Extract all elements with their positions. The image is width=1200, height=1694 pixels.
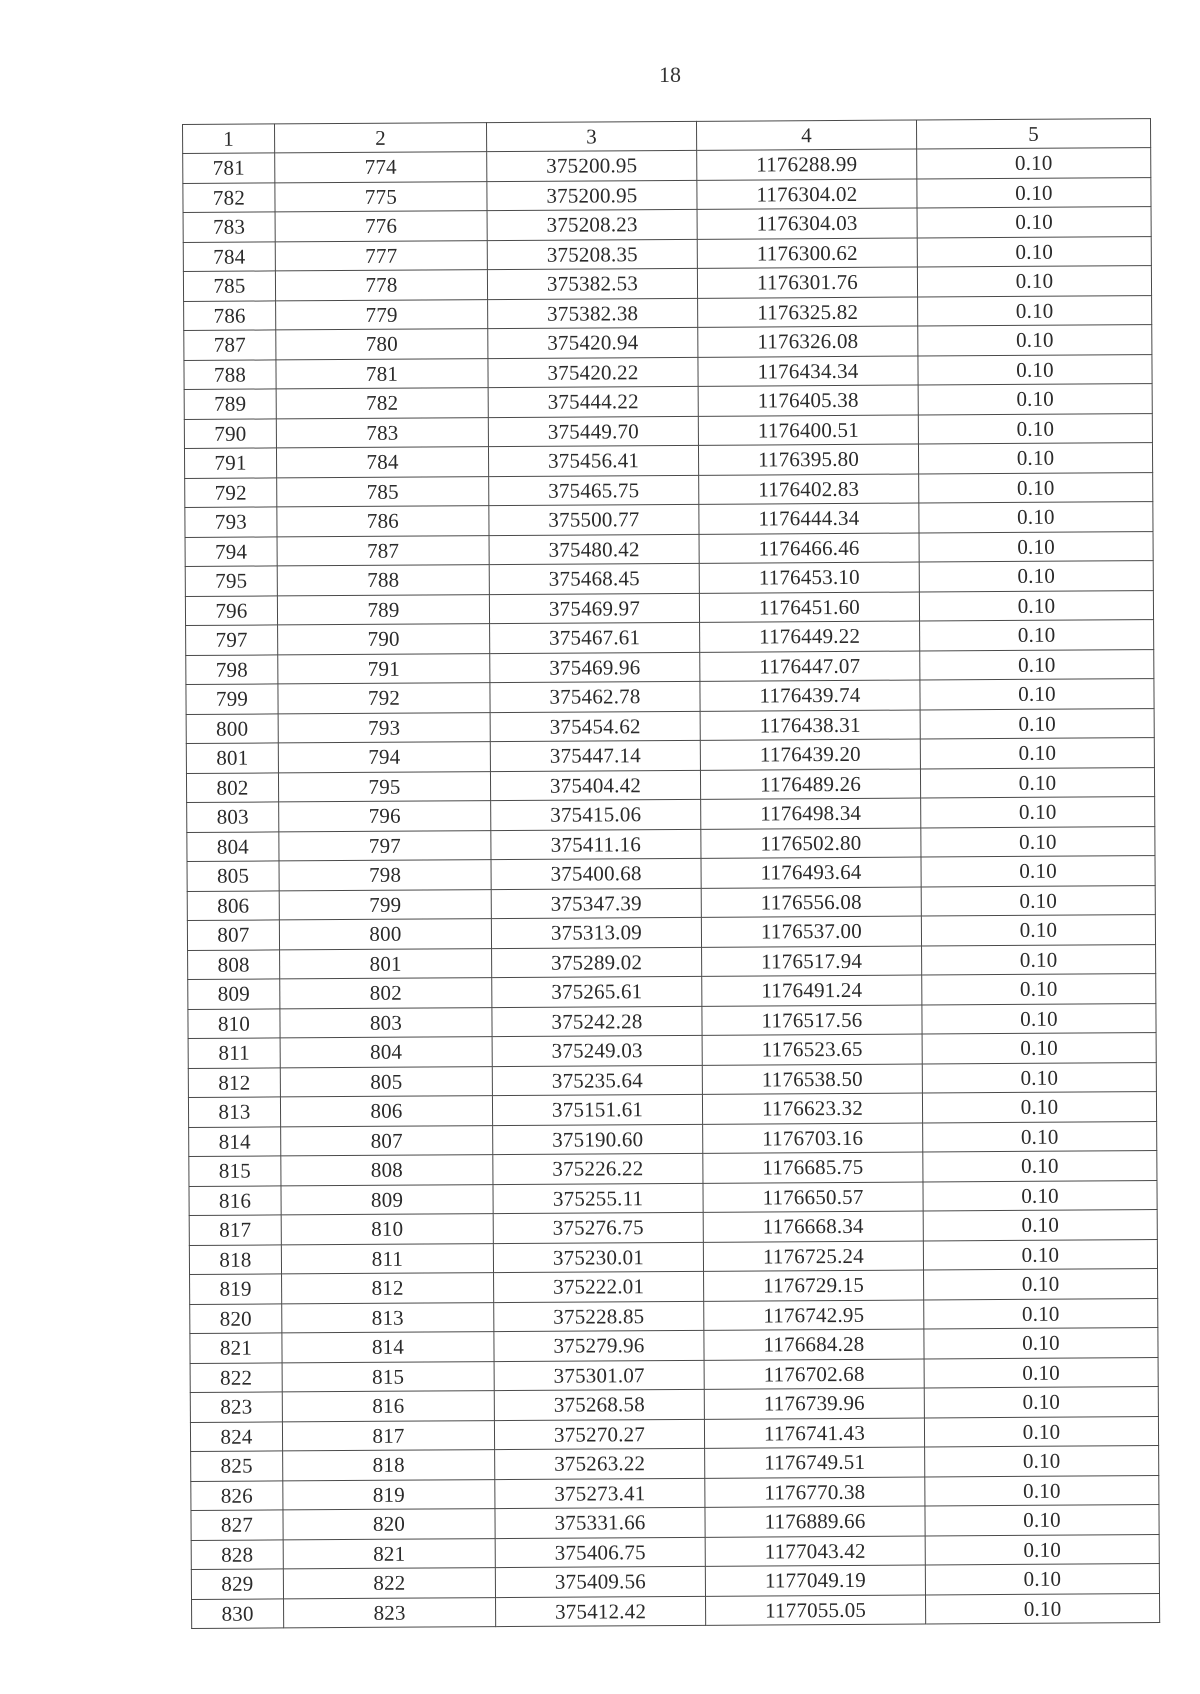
- x-coordinate-cell: 375444.22: [488, 386, 698, 417]
- x-coordinate-cell: 375462.78: [490, 681, 700, 712]
- point-number-cell: 783: [276, 417, 488, 448]
- point-number-cell: 800: [279, 919, 491, 950]
- x-coordinate-cell: 375447.14: [490, 740, 700, 771]
- y-coordinate-cell: 1176741.43: [704, 1417, 924, 1448]
- x-coordinate-cell: 375263.22: [495, 1448, 705, 1479]
- x-coordinate-cell: 375412.42: [496, 1596, 706, 1627]
- column-header-1: 1: [183, 124, 275, 154]
- accuracy-cell: 0.10: [923, 1121, 1157, 1152]
- x-coordinate-cell: 375268.58: [494, 1389, 704, 1420]
- point-number-cell: 814: [282, 1332, 494, 1363]
- x-coordinate-cell: 375480.42: [489, 534, 699, 565]
- point-number-cell: 810: [281, 1214, 493, 1245]
- accuracy-cell: 0.10: [920, 649, 1154, 680]
- point-number-cell: 799: [279, 889, 491, 920]
- y-coordinate-cell: 1177043.42: [705, 1535, 925, 1566]
- x-coordinate-cell: 375500.77: [489, 504, 699, 535]
- accuracy-cell: 0.10: [922, 1092, 1156, 1123]
- point-number-cell: 807: [281, 1125, 493, 1156]
- row-number-cell: 808: [188, 949, 280, 979]
- row-number-cell: 814: [189, 1126, 281, 1156]
- x-coordinate-cell: 375208.23: [487, 209, 697, 240]
- accuracy-cell: 0.10: [917, 236, 1151, 267]
- y-coordinate-cell: 1176438.31: [700, 710, 920, 741]
- point-number-cell: 806: [280, 1096, 492, 1127]
- x-coordinate-cell: 375400.68: [491, 858, 701, 889]
- accuracy-cell: 0.10: [917, 266, 1151, 297]
- y-coordinate-cell: 1176453.10: [699, 562, 919, 593]
- accuracy-cell: 0.10: [924, 1357, 1158, 1388]
- row-number-cell: 810: [188, 1008, 280, 1038]
- point-number-cell: 811: [281, 1243, 493, 1274]
- accuracy-cell: 0.10: [925, 1505, 1159, 1536]
- y-coordinate-cell: 1176395.80: [698, 444, 918, 475]
- x-coordinate-cell: 375382.53: [487, 268, 697, 299]
- row-number-cell: 803: [187, 802, 279, 832]
- row-number-cell: 782: [183, 182, 275, 212]
- x-coordinate-cell: 375415.06: [491, 799, 701, 830]
- row-number-cell: 800: [186, 713, 278, 743]
- point-number-cell: 812: [282, 1273, 494, 1304]
- row-number-cell: 793: [185, 507, 277, 537]
- x-coordinate-cell: 375406.75: [495, 1537, 705, 1568]
- point-number-cell: 801: [280, 948, 492, 979]
- x-coordinate-cell: 375411.16: [491, 829, 701, 860]
- accuracy-cell: 0.10: [922, 944, 1156, 975]
- y-coordinate-cell: 1176326.08: [698, 326, 918, 357]
- row-number-cell: 799: [186, 684, 278, 714]
- y-coordinate-cell: 1177049.19: [705, 1565, 925, 1596]
- point-number-cell: 821: [283, 1538, 495, 1569]
- accuracy-cell: 0.10: [922, 1033, 1156, 1064]
- row-number-cell: 821: [190, 1333, 282, 1363]
- row-number-cell: 790: [184, 418, 276, 448]
- column-header-4: 4: [696, 120, 916, 150]
- x-coordinate-cell: 375409.56: [495, 1566, 705, 1597]
- row-number-cell: 830: [192, 1598, 284, 1628]
- point-number-cell: 775: [275, 181, 487, 212]
- row-number-cell: 791: [184, 448, 276, 478]
- row-number-cell: 794: [185, 536, 277, 566]
- accuracy-cell: 0.10: [924, 1416, 1158, 1447]
- y-coordinate-cell: 1176300.62: [697, 238, 917, 269]
- accuracy-cell: 0.10: [923, 1151, 1157, 1182]
- row-number-cell: 797: [186, 625, 278, 655]
- x-coordinate-cell: 375465.75: [489, 475, 699, 506]
- accuracy-cell: 0.10: [917, 177, 1151, 208]
- point-number-cell: 786: [277, 506, 489, 537]
- accuracy-cell: 0.10: [925, 1446, 1159, 1477]
- y-coordinate-cell: 1176537.00: [701, 916, 921, 947]
- accuracy-cell: 0.10: [921, 797, 1155, 828]
- point-number-cell: 798: [279, 860, 491, 891]
- point-number-cell: 780: [276, 329, 488, 360]
- accuracy-cell: 0.10: [925, 1534, 1159, 1565]
- table-body: [183, 148, 1160, 1629]
- y-coordinate-cell: 1176447.07: [700, 651, 920, 682]
- accuracy-cell: 0.10: [924, 1387, 1158, 1418]
- y-coordinate-cell: 1176466.46: [699, 533, 919, 564]
- y-coordinate-cell: 1176288.99: [697, 149, 917, 180]
- point-number-cell: 823: [284, 1597, 496, 1628]
- x-coordinate-cell: 375255.11: [493, 1183, 703, 1214]
- y-coordinate-cell: 1176439.20: [700, 739, 920, 770]
- point-number-cell: 819: [283, 1479, 495, 1510]
- point-number-cell: 797: [279, 830, 491, 861]
- point-number-cell: 787: [277, 535, 489, 566]
- row-number-cell: 787: [184, 330, 276, 360]
- point-number-cell: 784: [276, 447, 488, 478]
- x-coordinate-cell: 375228.85: [494, 1301, 704, 1332]
- row-number-cell: 828: [191, 1539, 283, 1569]
- accuracy-cell: 0.10: [919, 472, 1153, 503]
- x-coordinate-cell: 375467.61: [490, 622, 700, 653]
- x-coordinate-cell: 375382.38: [488, 298, 698, 329]
- point-number-cell: 815: [282, 1361, 494, 1392]
- x-coordinate-cell: 375468.45: [489, 563, 699, 594]
- accuracy-cell: 0.10: [922, 1062, 1156, 1093]
- accuracy-cell: 0.10: [920, 620, 1154, 651]
- y-coordinate-cell: 1176685.75: [703, 1152, 923, 1183]
- row-number-cell: 806: [187, 890, 279, 920]
- x-coordinate-cell: 375208.35: [487, 239, 697, 270]
- accuracy-cell: 0.10: [922, 1003, 1156, 1034]
- y-coordinate-cell: 1176749.51: [705, 1447, 925, 1478]
- accuracy-cell: 0.10: [919, 531, 1153, 562]
- page-number: 18: [659, 62, 681, 87]
- point-number-cell: 789: [277, 594, 489, 625]
- accuracy-cell: 0.10: [920, 708, 1154, 739]
- point-number-cell: 805: [280, 1066, 492, 1097]
- accuracy-cell: 0.10: [921, 826, 1155, 857]
- point-number-cell: 777: [275, 240, 487, 271]
- y-coordinate-cell: 1176703.16: [703, 1122, 923, 1153]
- point-number-cell: 818: [283, 1450, 495, 1481]
- x-coordinate-cell: 375200.95: [487, 180, 697, 211]
- y-coordinate-cell: 1176439.74: [700, 680, 920, 711]
- y-coordinate-cell: 1176538.50: [702, 1063, 922, 1094]
- y-coordinate-cell: 1176742.95: [704, 1299, 924, 1330]
- x-coordinate-cell: 375289.02: [492, 947, 702, 978]
- x-coordinate-cell: 375226.22: [493, 1153, 703, 1184]
- accuracy-cell: 0.10: [925, 1475, 1159, 1506]
- accuracy-cell: 0.10: [917, 148, 1151, 179]
- row-number-cell: 798: [186, 654, 278, 684]
- row-number-cell: 805: [187, 861, 279, 891]
- y-coordinate-cell: 1176889.66: [705, 1506, 925, 1537]
- point-number-cell: 779: [276, 299, 488, 330]
- accuracy-cell: 0.10: [923, 1180, 1157, 1211]
- point-number-cell: 790: [278, 624, 490, 655]
- row-number-cell: 807: [187, 920, 279, 950]
- row-number-cell: 789: [184, 389, 276, 419]
- x-coordinate-cell: 375265.61: [492, 976, 702, 1007]
- point-number-cell: 817: [282, 1420, 494, 1451]
- point-number-cell: 776: [275, 211, 487, 242]
- x-coordinate-cell: 375313.09: [491, 917, 701, 948]
- accuracy-cell: 0.10: [925, 1593, 1159, 1624]
- x-coordinate-cell: 375235.64: [492, 1065, 702, 1096]
- coordinates-table: [182, 118, 1160, 1629]
- accuracy-cell: 0.10: [920, 738, 1154, 769]
- row-number-cell: 802: [186, 772, 278, 802]
- accuracy-cell: 0.10: [918, 354, 1152, 385]
- x-coordinate-cell: 375276.75: [493, 1212, 703, 1243]
- accuracy-cell: 0.10: [923, 1210, 1157, 1241]
- accuracy-cell: 0.10: [923, 1239, 1157, 1270]
- x-coordinate-cell: 375270.27: [494, 1419, 704, 1450]
- accuracy-cell: 0.10: [920, 679, 1154, 710]
- accuracy-cell: 0.10: [925, 1564, 1159, 1595]
- row-number-cell: 785: [183, 271, 275, 301]
- y-coordinate-cell: 1176434.34: [698, 356, 918, 387]
- y-coordinate-cell: 1176770.38: [705, 1476, 925, 1507]
- y-coordinate-cell: 1176725.24: [703, 1240, 923, 1271]
- accuracy-cell: 0.10: [918, 443, 1152, 474]
- point-number-cell: 782: [276, 388, 488, 419]
- x-coordinate-cell: 375242.28: [492, 1006, 702, 1037]
- point-number-cell: 791: [278, 653, 490, 684]
- point-number-cell: 802: [280, 978, 492, 1009]
- y-coordinate-cell: 1176301.76: [697, 267, 917, 298]
- point-number-cell: 794: [278, 742, 490, 773]
- row-number-cell: 829: [191, 1569, 283, 1599]
- point-number-cell: 809: [281, 1184, 493, 1215]
- row-number-cell: 819: [190, 1274, 282, 1304]
- x-coordinate-cell: 375420.22: [488, 357, 698, 388]
- row-number-cell: 818: [189, 1244, 281, 1274]
- table-row: [192, 1593, 1160, 1628]
- accuracy-cell: 0.10: [922, 974, 1156, 1005]
- row-number-cell: 820: [190, 1303, 282, 1333]
- point-number-cell: 813: [282, 1302, 494, 1333]
- accuracy-cell: 0.10: [924, 1269, 1158, 1300]
- y-coordinate-cell: 1176556.08: [701, 886, 921, 917]
- y-coordinate-cell: 1176400.51: [698, 415, 918, 446]
- row-number-cell: 816: [189, 1185, 281, 1215]
- accuracy-cell: 0.10: [918, 325, 1152, 356]
- x-coordinate-cell: 375456.41: [488, 445, 698, 476]
- row-number-cell: 824: [190, 1421, 282, 1451]
- row-number-cell: 815: [189, 1156, 281, 1186]
- y-coordinate-cell: 1176729.15: [704, 1270, 924, 1301]
- row-number-cell: 811: [188, 1038, 280, 1068]
- x-coordinate-cell: 375469.97: [489, 593, 699, 624]
- y-coordinate-cell: 1176444.34: [699, 503, 919, 534]
- point-number-cell: 822: [283, 1568, 495, 1599]
- row-number-cell: 822: [190, 1362, 282, 1392]
- x-coordinate-cell: 375347.39: [491, 888, 701, 919]
- row-number-cell: 795: [185, 566, 277, 596]
- row-number-cell: 783: [183, 212, 275, 242]
- x-coordinate-cell: 375404.42: [490, 770, 700, 801]
- point-number-cell: 795: [278, 771, 490, 802]
- y-coordinate-cell: 1176668.34: [703, 1211, 923, 1242]
- x-coordinate-cell: 375200.95: [487, 150, 697, 181]
- row-number-cell: 792: [185, 477, 277, 507]
- point-number-cell: 803: [280, 1007, 492, 1038]
- row-number-cell: 827: [191, 1510, 283, 1540]
- x-coordinate-cell: 375230.01: [493, 1242, 703, 1273]
- y-coordinate-cell: 1176650.57: [703, 1181, 923, 1212]
- y-coordinate-cell: 1176402.83: [699, 474, 919, 505]
- y-coordinate-cell: 1176325.82: [698, 297, 918, 328]
- y-coordinate-cell: 1176491.24: [702, 975, 922, 1006]
- x-coordinate-cell: 375279.96: [494, 1330, 704, 1361]
- y-coordinate-cell: 1176489.26: [700, 769, 920, 800]
- point-number-cell: 781: [276, 358, 488, 389]
- y-coordinate-cell: 1176517.94: [702, 945, 922, 976]
- y-coordinate-cell: 1176623.32: [702, 1093, 922, 1124]
- accuracy-cell: 0.10: [917, 207, 1151, 238]
- y-coordinate-cell: 1176523.65: [702, 1034, 922, 1065]
- y-coordinate-cell: 1176517.56: [702, 1004, 922, 1035]
- point-number-cell: 785: [277, 476, 489, 507]
- y-coordinate-cell: 1176304.02: [697, 179, 917, 210]
- y-coordinate-cell: 1177055.05: [706, 1594, 926, 1625]
- row-number-cell: 796: [185, 595, 277, 625]
- y-coordinate-cell: 1176493.64: [701, 857, 921, 888]
- point-number-cell: 816: [282, 1391, 494, 1422]
- accuracy-cell: 0.10: [924, 1328, 1158, 1359]
- point-number-cell: 774: [275, 152, 487, 183]
- point-number-cell: 804: [280, 1037, 492, 1068]
- accuracy-cell: 0.10: [919, 502, 1153, 533]
- row-number-cell: 786: [184, 300, 276, 330]
- y-coordinate-cell: 1176451.60: [699, 592, 919, 623]
- point-number-cell: 808: [281, 1155, 493, 1186]
- x-coordinate-cell: 375222.01: [494, 1271, 704, 1302]
- column-header-3: 3: [486, 121, 696, 151]
- x-coordinate-cell: 375449.70: [488, 416, 698, 447]
- x-coordinate-cell: 375469.96: [490, 652, 700, 683]
- y-coordinate-cell: 1176684.28: [704, 1329, 924, 1360]
- point-number-cell: 820: [283, 1509, 495, 1540]
- point-number-cell: 778: [275, 270, 487, 301]
- x-coordinate-cell: 375273.41: [495, 1478, 705, 1509]
- row-number-cell: 809: [188, 979, 280, 1009]
- row-number-cell: 826: [191, 1480, 283, 1510]
- accuracy-cell: 0.10: [918, 295, 1152, 326]
- y-coordinate-cell: 1176739.96: [704, 1388, 924, 1419]
- column-header-5: 5: [916, 119, 1150, 149]
- accuracy-cell: 0.10: [919, 590, 1153, 621]
- column-header-2: 2: [275, 123, 487, 153]
- accuracy-cell: 0.10: [921, 885, 1155, 916]
- x-coordinate-cell: 375249.03: [492, 1035, 702, 1066]
- row-number-cell: 804: [187, 831, 279, 861]
- row-number-cell: 817: [189, 1215, 281, 1245]
- row-number-cell: 784: [183, 241, 275, 271]
- row-number-cell: 781: [183, 153, 275, 183]
- y-coordinate-cell: 1176498.34: [701, 798, 921, 829]
- accuracy-cell: 0.10: [919, 561, 1153, 592]
- row-number-cell: 823: [190, 1392, 282, 1422]
- y-coordinate-cell: 1176405.38: [698, 385, 918, 416]
- x-coordinate-cell: 375420.94: [488, 327, 698, 358]
- y-coordinate-cell: 1176702.68: [704, 1358, 924, 1389]
- x-coordinate-cell: 375301.07: [494, 1360, 704, 1391]
- row-number-cell: 788: [184, 359, 276, 389]
- row-number-cell: 812: [188, 1067, 280, 1097]
- row-number-cell: 825: [191, 1451, 283, 1481]
- accuracy-cell: 0.10: [918, 413, 1152, 444]
- accuracy-cell: 0.10: [924, 1298, 1158, 1329]
- y-coordinate-cell: 1176304.03: [697, 208, 917, 239]
- point-number-cell: 788: [277, 565, 489, 596]
- accuracy-cell: 0.10: [921, 856, 1155, 887]
- row-number-cell: 801: [186, 743, 278, 773]
- point-number-cell: 792: [278, 683, 490, 714]
- x-coordinate-cell: 375151.61: [492, 1094, 702, 1125]
- point-number-cell: 796: [279, 801, 491, 832]
- x-coordinate-cell: 375331.66: [495, 1507, 705, 1538]
- accuracy-cell: 0.10: [921, 915, 1155, 946]
- row-number-cell: 813: [188, 1097, 280, 1127]
- x-coordinate-cell: 375190.60: [493, 1124, 703, 1155]
- x-coordinate-cell: 375454.62: [490, 711, 700, 742]
- accuracy-cell: 0.10: [918, 384, 1152, 415]
- accuracy-cell: 0.10: [920, 767, 1154, 798]
- y-coordinate-cell: 1176502.80: [701, 828, 921, 859]
- y-coordinate-cell: 1176449.22: [700, 621, 920, 652]
- point-number-cell: 793: [278, 712, 490, 743]
